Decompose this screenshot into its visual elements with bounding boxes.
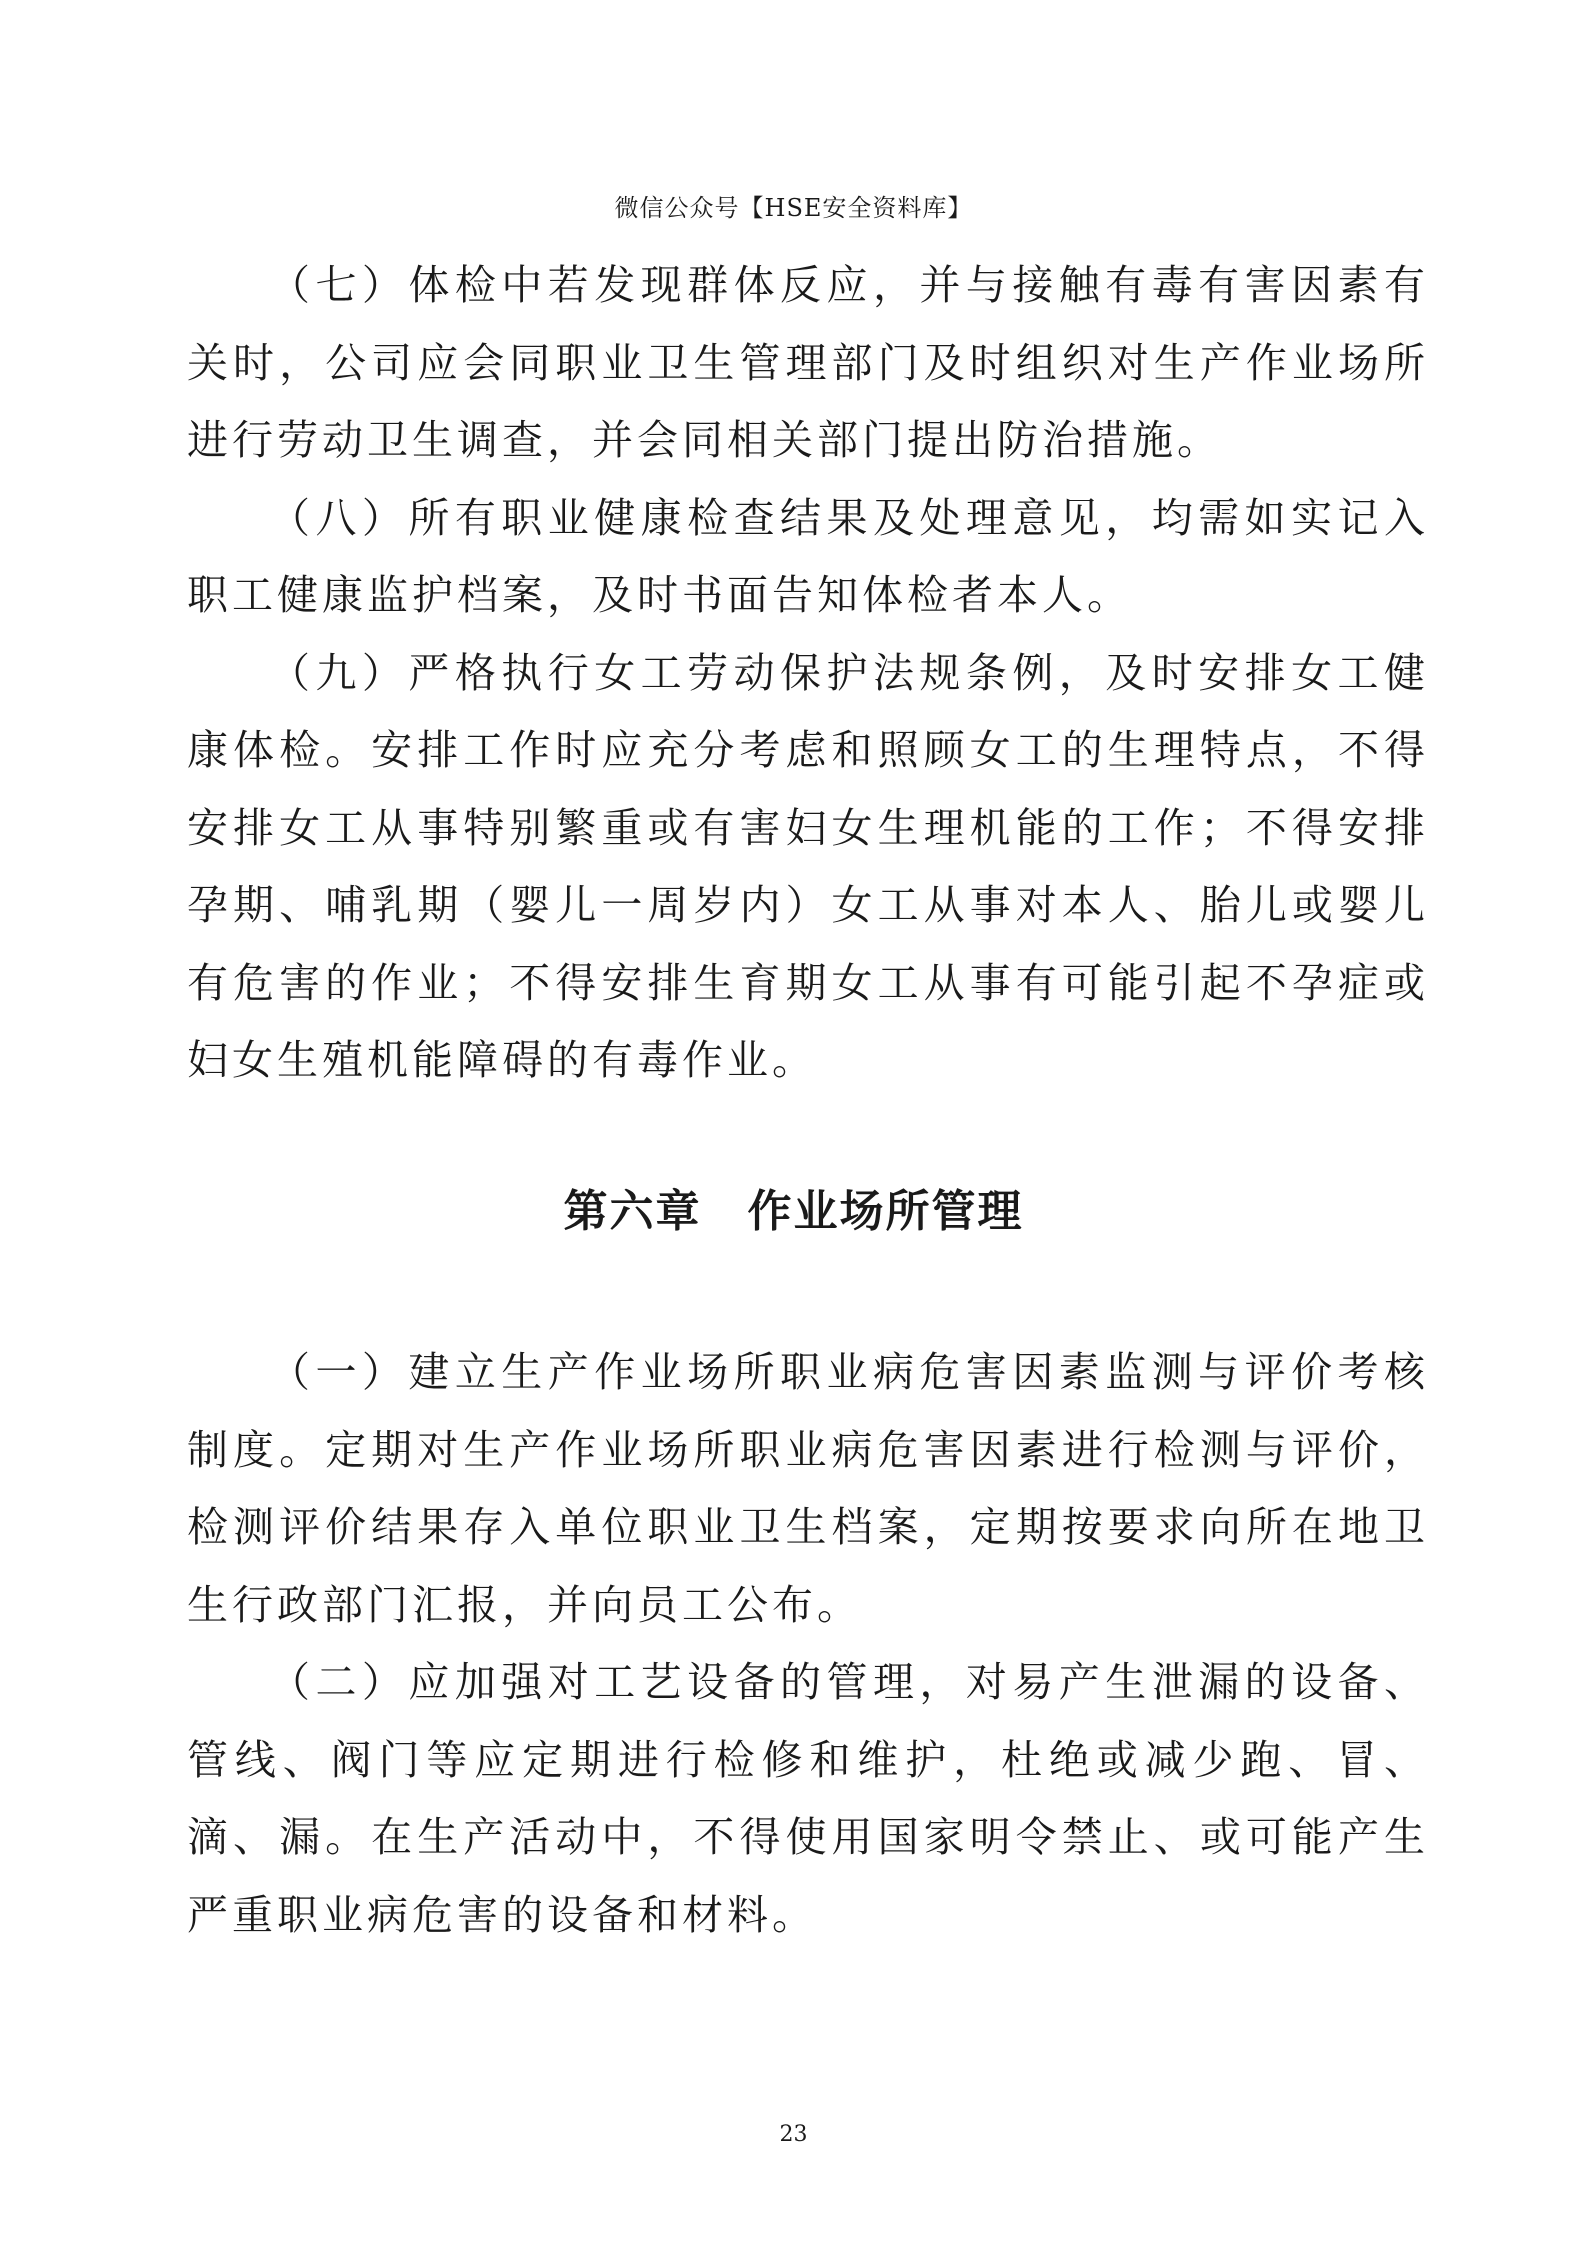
paragraph-7: （七）体检中若发现群体反应，并与接触有毒有害因素有关时，公司应会同职业卫生管理部门及时组织对生产作业场所进行劳动卫生调查，并会同相关部门提出防治措施。 <box>187 261 1429 464</box>
section-before-chapter <box>187 247 1429 1100</box>
page-number: 23 <box>779 2122 808 2147</box>
paragraph-8: （八）所有职业健康检查结果及处理意见，均需如实记入职工健康监护档案，及时书面告知体检者本人。 <box>187 493 1429 619</box>
page-header: 微信公众号【HSE安全资料库】 <box>614 194 973 222</box>
paragraph-9: （九）严格执行女工劳动保护法规条例，及时安排女工健康体检。安排工作时应充分考虑和照顾女工的生理特点，不得安排女工从事特别繁重或有害妇女生理机能的工作；不得安排孕期、哺乳期（婴儿一周岁内）女工从事对本人、胎儿或婴儿有危害的作业；不得安排生育期女工从事有可能引起不孕症或妇女生殖机能障碍的有毒作业。 <box>187 648 1429 1084</box>
paragraph-1: （一）建立生产作业场所职业病危害因素监测与评价考核制度。定期对生产作业场所职业病危害因素进行检测与评价，检测评价结果存入单位职业卫生档案，定期按要求向所在地卫生行政部门汇报，并向员工公布。 <box>187 1348 1429 1629</box>
paragraph-2: （二）应加强对工艺设备的管理，对易产生泄漏的设备、管线、阀门等应定期进行检修和维护，杜绝或减少跑、冒、滴、漏。在生产活动中，不得使用国家明令禁止、或可能产生严重职业病危害的设备和材料。 <box>187 1658 1429 1939</box>
chapter-title: 第六章 作业场所管理 <box>563 1186 1024 1237</box>
section-after-chapter <box>187 1334 1429 1954</box>
